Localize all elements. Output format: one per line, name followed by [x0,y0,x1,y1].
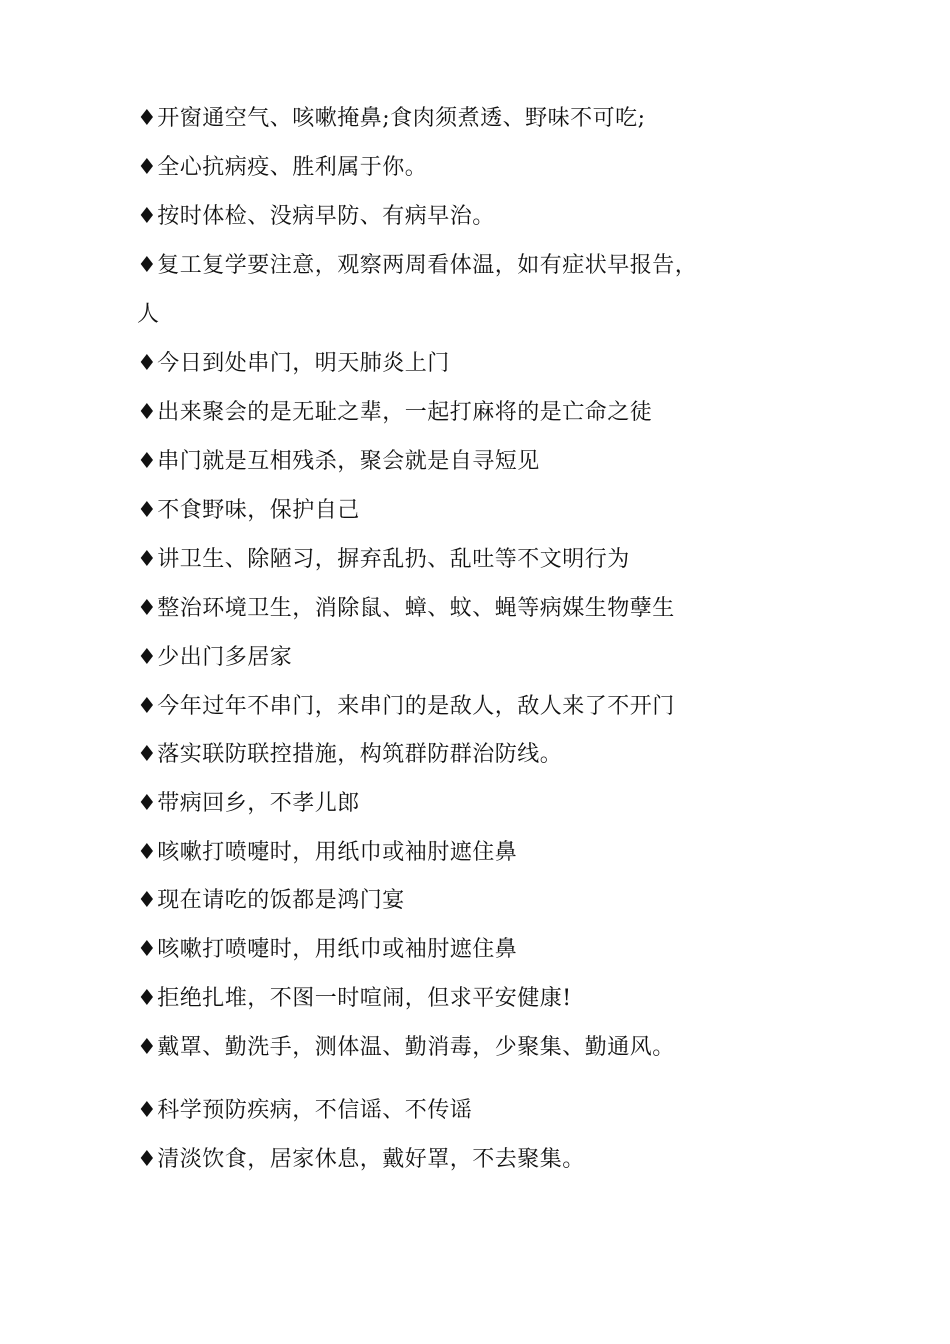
slogan-line: ♦出来聚会的是无耻之辈，一起打麻将的是亡命之徒 [137,400,653,425]
slogan-line: ♦串门就是互相残杀，聚会就是自寻短见 [137,449,540,474]
slogan-line: ♦咳嗽打喷嚏时，用纸巾或袖肘遮住鼻 [137,840,518,865]
slogan-line: ♦拒绝扎堆，不图一时喧闹，但求平安健康! [137,986,572,1011]
slogan-line: ♦整治环境卫生，消除鼠、蟑、蚊、蝇等病媒生物孽生 [137,596,675,621]
slogan-line: ♦不食野味，保护自己 [137,498,360,523]
slogan-line: ♦全心抗病疫、胜利属于你。 [137,155,428,180]
slogan-line: ♦科学预防疾病，不信谣、不传谣 [137,1098,473,1123]
slogan-line: ♦复工复学要注意，观察两周看体温，如有症状早报告， [137,253,698,278]
slogan-line: ♦落实联防联控措施，构筑群防群治防线。 [137,742,563,767]
slogan-line: ♦少出门多居家 [137,645,293,670]
slogan-line-continuation: 人 [137,302,160,327]
slogan-line: ♦清淡饮食，居家休息，戴好罩，不去聚集。 [137,1147,585,1172]
slogan-line: ♦开窗通空气、咳嗽掩鼻;食肉须煮透、野味不可吃; [137,106,646,131]
slogan-line: ♦按时体检、没病早防、有病早治。 [137,204,495,229]
slogan-line: ♦现在请吃的饭都是鸿门宴 [137,888,405,913]
slogan-line: ♦戴罩、勤洗手，测体温、勤消毒，少聚集、勤通风。 [137,1035,675,1060]
slogan-line: ♦带病回乡，不孝儿郎 [137,791,360,816]
slogan-line: ♦今年过年不串门，来串门的是敌人，敌人来了不开门 [137,694,675,719]
slogan-line: ♦今日到处串门，明天肺炎上门 [137,351,450,376]
slogan-line: ♦咳嗽打喷嚏时，用纸巾或袖肘遮住鼻 [137,937,518,962]
slogan-line: ♦讲卫生、除陋习，摒弃乱扔、乱吐等不文明行为 [137,547,630,572]
